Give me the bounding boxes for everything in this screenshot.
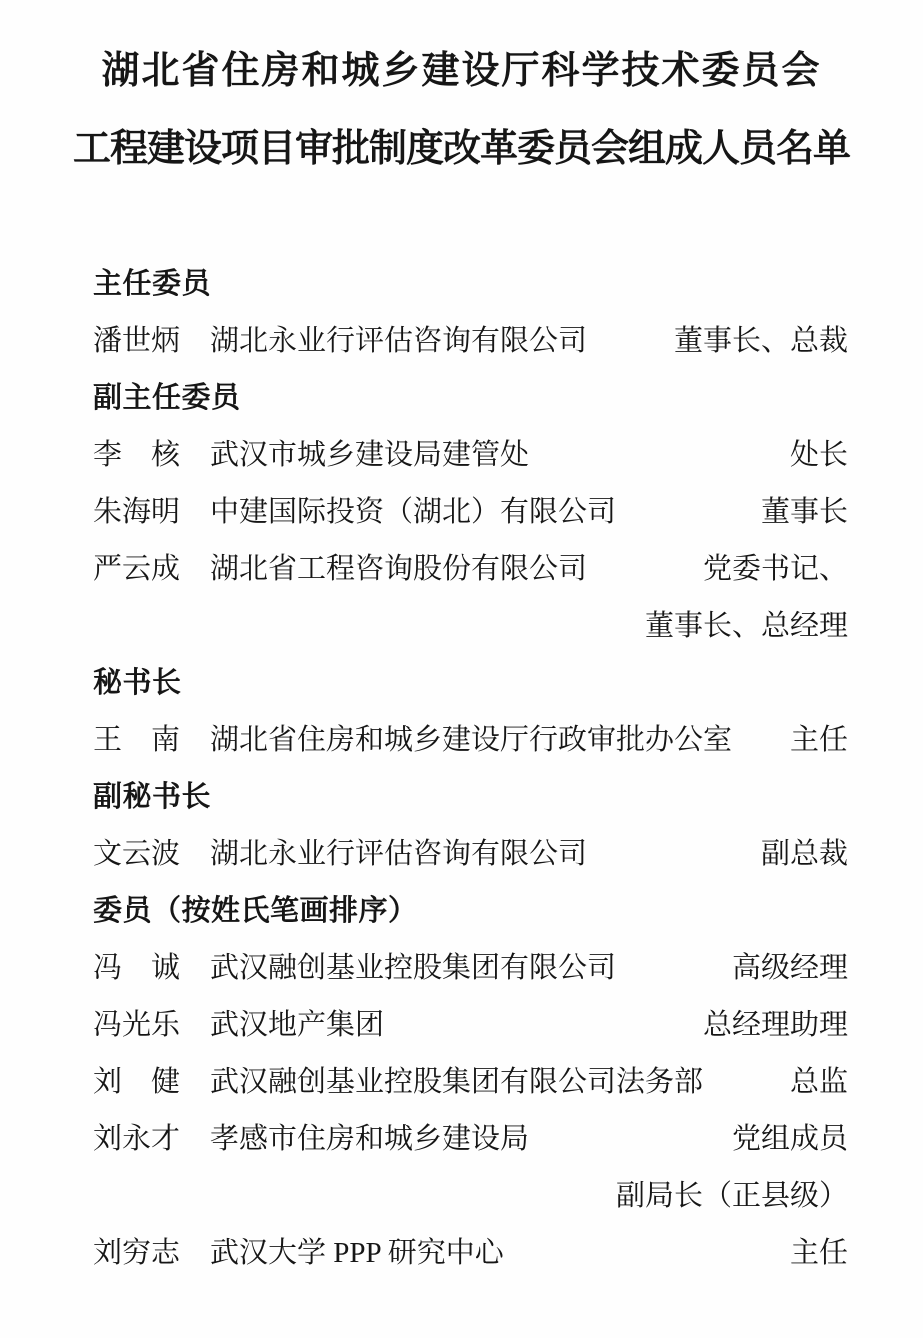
member-organization: 湖北永业行评估咨询有限公司 [210, 325, 588, 357]
member-row [93, 1225, 848, 1282]
member-organization: 中建国际投资（湖北）有限公司 [210, 496, 617, 528]
member-name: 文云波 [93, 838, 181, 870]
member-row [93, 940, 848, 997]
member-position: 党委书记、 [702, 553, 848, 585]
member-position: 高级经理 [731, 952, 848, 984]
member-organization: 武汉融创基业控股集团有限公司 [210, 952, 617, 984]
section-heading-chairman: 主任委员 [93, 268, 212, 300]
member-list [93, 256, 848, 1282]
member-name: 王 南 [93, 724, 181, 756]
member-organization: 武汉市城乡建设局建管处 [210, 439, 530, 471]
member-row [93, 1054, 848, 1111]
member-row [93, 997, 848, 1054]
member-row [93, 313, 848, 370]
section-heading-deputy-secretary-general: 副秘书长 [93, 781, 212, 813]
member-row [93, 484, 848, 541]
member-position: 副总裁 [760, 838, 848, 870]
document-title-line-1: 湖北省住房和城乡建设厅科学技术委员会 [101, 50, 822, 92]
member-name: 刘穷志 [93, 1237, 181, 1269]
member-position-continuation: 副局长（正县级） [615, 1180, 848, 1212]
section-heading-members: 委员（按姓氏笔画排序） [93, 895, 418, 927]
member-name: 刘永才 [93, 1123, 181, 1155]
document-title-line-2: 工程建设项目审批制度改革委员会组成人员名单 [72, 128, 850, 170]
member-organization: 武汉地产集团 [210, 1009, 385, 1041]
member-name: 冯光乐 [93, 1009, 181, 1041]
member-organization: 湖北省住房和城乡建设厅行政审批办公室 [210, 724, 733, 756]
member-position: 总监 [789, 1066, 848, 1098]
member-row [93, 541, 848, 598]
member-name: 刘 健 [93, 1066, 181, 1098]
member-row [93, 427, 848, 484]
member-name: 冯 诚 [93, 952, 181, 984]
member-organization: 武汉融创基业控股集团有限公司法务部 [210, 1066, 704, 1098]
section-heading-vice-chairman: 副主任委员 [93, 382, 241, 414]
member-position: 总经理助理 [702, 1009, 848, 1041]
member-position-continuation: 董事长、总经理 [644, 610, 848, 642]
member-organization: 湖北永业行评估咨询有限公司 [210, 838, 588, 870]
member-organization: 武汉大学 PPP 研究中心 [210, 1237, 504, 1269]
section-heading-secretary-general: 秘书长 [93, 667, 182, 699]
member-position: 处长 [789, 439, 848, 471]
member-position: 主任 [789, 724, 848, 756]
member-row [93, 1111, 848, 1168]
member-name: 严云成 [93, 553, 181, 585]
member-name: 潘世炳 [93, 325, 181, 357]
member-position: 党组成员 [731, 1123, 848, 1155]
member-position: 董事长 [760, 496, 848, 528]
member-name: 朱海明 [93, 496, 181, 528]
member-organization: 孝感市住房和城乡建设局 [210, 1123, 530, 1155]
member-position: 董事长、总裁 [673, 325, 848, 357]
member-row [93, 826, 848, 883]
member-position: 主任 [789, 1237, 848, 1269]
member-name: 李 核 [93, 439, 181, 471]
member-organization: 湖北省工程咨询股份有限公司 [210, 553, 588, 585]
member-row [93, 712, 848, 769]
